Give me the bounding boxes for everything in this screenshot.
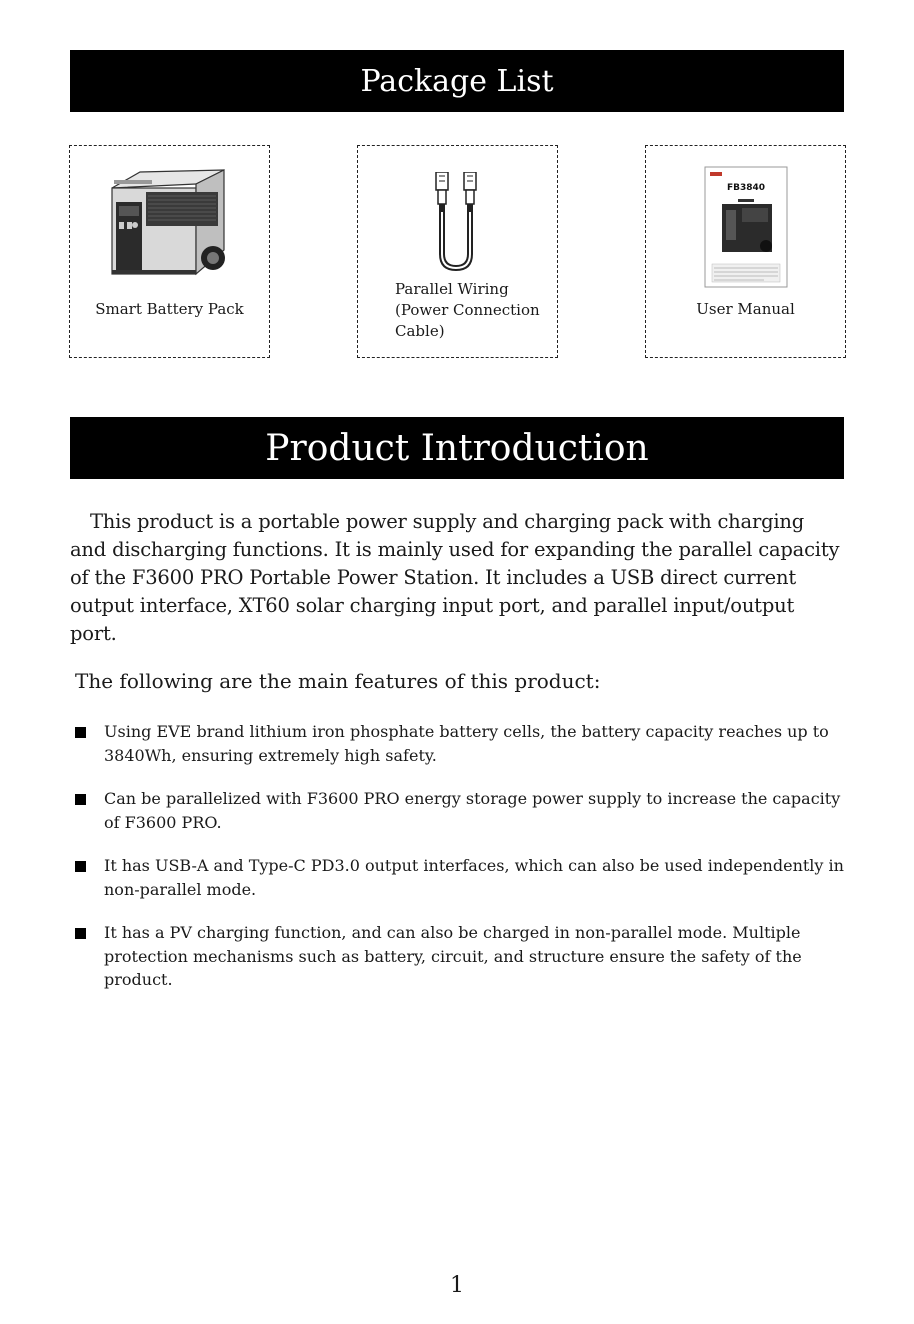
feature-item [75, 921, 845, 992]
intro-paragraph [70, 508, 844, 648]
intro-paragraph-text: This product is a portable power supply and charging pack with charging and discharging functions. It is mainly used for expanding the parallel capacity of the F3600 PRO Portable Power Station. It includes a USB direct current output interface, XT60 solar charging input port, and parallel input/output port. [70, 510, 840, 645]
manual-cover-title: FB3840 [726, 183, 766, 193]
user-manual-label: User Manual [696, 300, 795, 318]
feature-item [75, 787, 845, 834]
bullet-icon [75, 794, 86, 805]
bullet-icon [75, 928, 86, 939]
feature-item [75, 720, 845, 767]
package-list-title: Package List [360, 63, 554, 99]
features-list [75, 720, 845, 992]
battery-pack-label: Smart Battery Pack [95, 300, 244, 318]
package-list-banner [70, 50, 844, 112]
feature-text: Can be parallelized with F3600 PRO energy storage power supply to increase the capacity of F3600 PRO. [104, 789, 841, 832]
bullet-icon [75, 861, 86, 872]
parallel-cable-image [430, 172, 482, 272]
package-item-manual [645, 145, 846, 358]
bullet-icon [75, 727, 86, 738]
page-number: 1 [450, 1273, 464, 1298]
feature-text: Using EVE brand lithium iron phosphate battery cells, the battery capacity reaches up to 3840Wh, ensuring extremely high safety. [104, 722, 829, 765]
parallel-wiring-label: Parallel Wiring (Power Connection Cable) [395, 280, 540, 340]
package-item-battery [69, 145, 270, 358]
feature-text: It has a PV charging function, and can also be charged in non-parallel mode. Multiple protection mechanisms such as battery, circuit, and structure ensure the safety of the product. [104, 923, 802, 989]
product-introduction-title: Product Introduction [265, 427, 649, 469]
product-introduction-banner [70, 417, 844, 479]
battery-pack-image [106, 162, 236, 280]
feature-text: It has USB-A and Type-C PD3.0 output interfaces, which can also be used independently in non-parallel mode. [104, 856, 844, 899]
feature-item [75, 854, 845, 901]
features-heading: The following are the main features of this product: [75, 669, 601, 693]
package-item-wiring [357, 145, 558, 358]
